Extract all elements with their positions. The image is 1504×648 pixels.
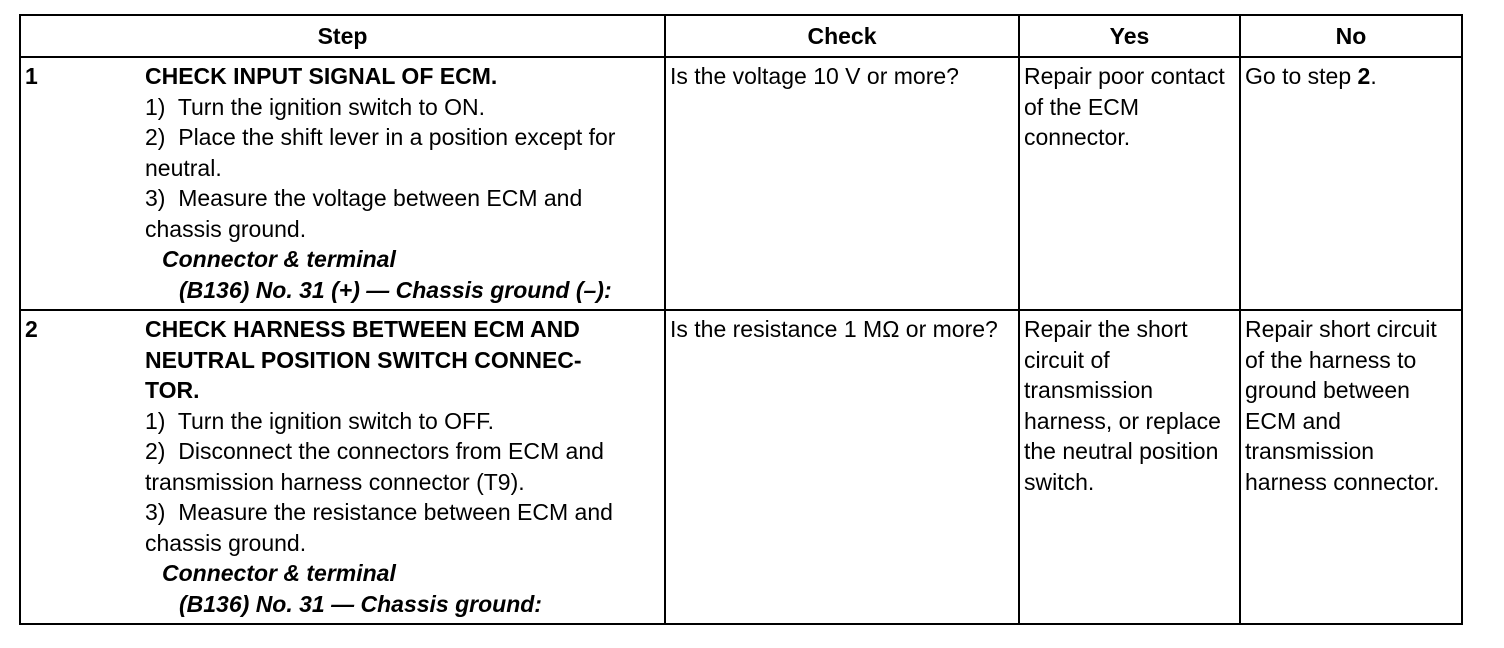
step-body — [145, 311, 664, 623]
instruction-1: 1) Turn the ignition switch to OFF. — [145, 407, 494, 434]
instruction-2: 2) Disconnect the connectors from ECM and transmission harness connector (T9). — [145, 438, 611, 495]
yes-cell — [1019, 310, 1240, 624]
terminal-spec: (B136) No. 31 — Chassis ground: — [179, 590, 542, 617]
no-cell — [1240, 57, 1462, 310]
yes-text: Repair the short circuit of transmission harness, or replace the neutral position switch. — [1024, 316, 1221, 495]
step-link[interactable]: 2 — [1357, 63, 1371, 89]
check-cell — [665, 310, 1019, 624]
connector-label: Connector & terminal — [162, 246, 396, 272]
no-text: Repair short circuit of the harness to ground between ECM and transmission harness connector. — [1245, 316, 1440, 495]
no-cell — [1240, 310, 1462, 624]
step-title-line-3: TOR. — [145, 377, 200, 403]
header-no: No — [1240, 15, 1462, 57]
diagnostic-table — [19, 14, 1463, 625]
step-title-line-1: CHECK HARNESS BETWEEN ECM AND — [145, 316, 580, 342]
table-row — [20, 310, 1462, 624]
header-step: Step — [20, 15, 665, 57]
step-body — [145, 58, 664, 309]
yes-text: Repair poor contact of the ECM connector. — [1024, 63, 1225, 150]
instruction-3: 3) Measure the resistance between ECM and chassis ground. — [145, 499, 620, 556]
instruction-1: 1) Turn the ignition switch to ON. — [145, 93, 486, 120]
step-number: 2 — [25, 316, 38, 342]
table-row — [20, 57, 1462, 310]
header-row — [20, 15, 1462, 57]
step-cell — [20, 310, 665, 624]
check-text: Is the resistance 1 MΩ or more? — [670, 316, 998, 342]
no-suffix: . — [1370, 63, 1377, 89]
check-text: Is the voltage 10 V or more? — [670, 63, 959, 89]
step-cell — [20, 57, 665, 310]
no-text — [1241, 58, 1461, 96]
step-title-line-2: NEUTRAL POSITION SWITCH CONNEC- — [145, 346, 582, 373]
check-cell — [665, 57, 1019, 310]
step-title: CHECK INPUT SIGNAL OF ECM. — [145, 63, 498, 89]
header-yes: Yes — [1019, 15, 1240, 57]
instruction-3: 3) Measure the voltage between ECM and chassis ground. — [145, 185, 589, 242]
step-number: 1 — [25, 63, 38, 89]
header-check: Check — [665, 15, 1019, 57]
instruction-2: 2) Place the shift lever in a position except for neutral. — [145, 124, 622, 181]
yes-cell — [1019, 57, 1240, 310]
connector-label: Connector & terminal — [162, 560, 396, 586]
terminal-spec: (B136) No. 31 (+) — Chassis ground (–): — [179, 276, 612, 303]
no-prefix: Go to step — [1245, 63, 1358, 89]
